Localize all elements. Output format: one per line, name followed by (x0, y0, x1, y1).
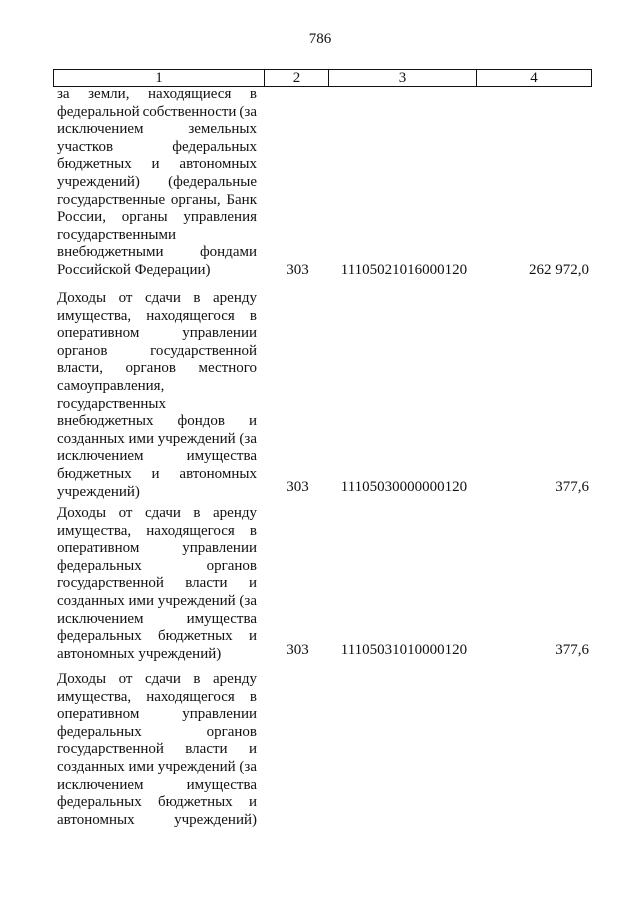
description-line: исключением имущества (57, 776, 257, 793)
admin-code: 303 (286, 262, 309, 278)
description-line: имущества, находящегося в (57, 522, 257, 539)
description-line: Российской Федерации) (57, 261, 211, 278)
description-line: внебюджетных фондов и (57, 413, 257, 430)
description-line: учреждений) (федеральные (57, 173, 257, 190)
row-description (57, 671, 257, 829)
description-line: бюджетных и автономных (57, 156, 257, 173)
description-line: созданных ими учреждений (за (57, 758, 257, 775)
row-description (57, 290, 257, 501)
description-line: имущества, находящегося в (57, 307, 257, 324)
description-line: России, органы управления (57, 209, 257, 226)
amount: 377,6 (555, 642, 589, 658)
revenue-code: 11105030000000120 (340, 479, 468, 495)
column-header-4: 4 (477, 70, 592, 87)
description-line: государственной власти и (57, 575, 257, 592)
amount: 262 972,0 (529, 262, 589, 278)
description-line: исключением имущества (57, 448, 257, 465)
admin-code: 303 (286, 642, 309, 658)
description-line: Доходы от сдачи в аренду (57, 505, 257, 521)
description-line: участков федеральных (57, 138, 257, 155)
description-line: Доходы от сдачи в аренду (57, 290, 257, 306)
description-line: внебюджетными фондами (57, 244, 257, 261)
revenue-code: 11105021016000120 (340, 262, 468, 278)
description-line: Доходы от сдачи в аренду (57, 671, 257, 687)
column-header-2: 2 (265, 70, 329, 87)
description-line: автономных учреждений) (57, 645, 222, 662)
row-description (57, 505, 257, 663)
description-line: оперативном управлении (57, 325, 257, 342)
description-line: органов государственной (57, 342, 257, 359)
column-header-3: 3 (329, 70, 477, 87)
revenue-code: 11105031010000120 (340, 642, 468, 658)
description-line: федеральных органов (57, 557, 257, 574)
column-header-table (53, 69, 592, 87)
admin-code: 303 (286, 479, 309, 495)
page-number: 786 (308, 31, 332, 47)
description-line: государственной власти и (57, 741, 257, 758)
description-line: федеральных бюджетных и (57, 628, 257, 645)
amount: 377,6 (555, 479, 589, 495)
description-line: исключением имущества (57, 610, 257, 627)
description-line: государственных (57, 395, 166, 412)
description-line: исключением земельных (57, 121, 257, 138)
description-line: федеральных органов (57, 723, 257, 740)
row-description (57, 86, 257, 280)
description-line: государственные органы, Банк (57, 191, 257, 208)
description-line: за земли, находящиеся в (57, 86, 257, 102)
description-line: созданных ими учреждений (за (57, 592, 257, 609)
description-line: власти, органов местного (57, 360, 257, 377)
description-line: оперативном управлении (57, 706, 257, 723)
column-header-row (54, 70, 592, 87)
description-line: автономных учреждений) (57, 811, 257, 828)
column-header-1: 1 (54, 70, 265, 87)
description-line: федеральной собственности (за (57, 103, 257, 120)
description-line: оперативном управлении (57, 540, 257, 557)
description-line: федеральных бюджетных и (57, 794, 257, 811)
description-line: государственными (57, 226, 176, 243)
description-line: имущества, находящегося в (57, 688, 257, 705)
description-line: бюджетных и автономных (57, 465, 257, 482)
description-line: самоуправления, (57, 377, 165, 394)
description-line: созданных ими учреждений (за (57, 430, 257, 447)
description-line: учреждений) (57, 483, 140, 500)
